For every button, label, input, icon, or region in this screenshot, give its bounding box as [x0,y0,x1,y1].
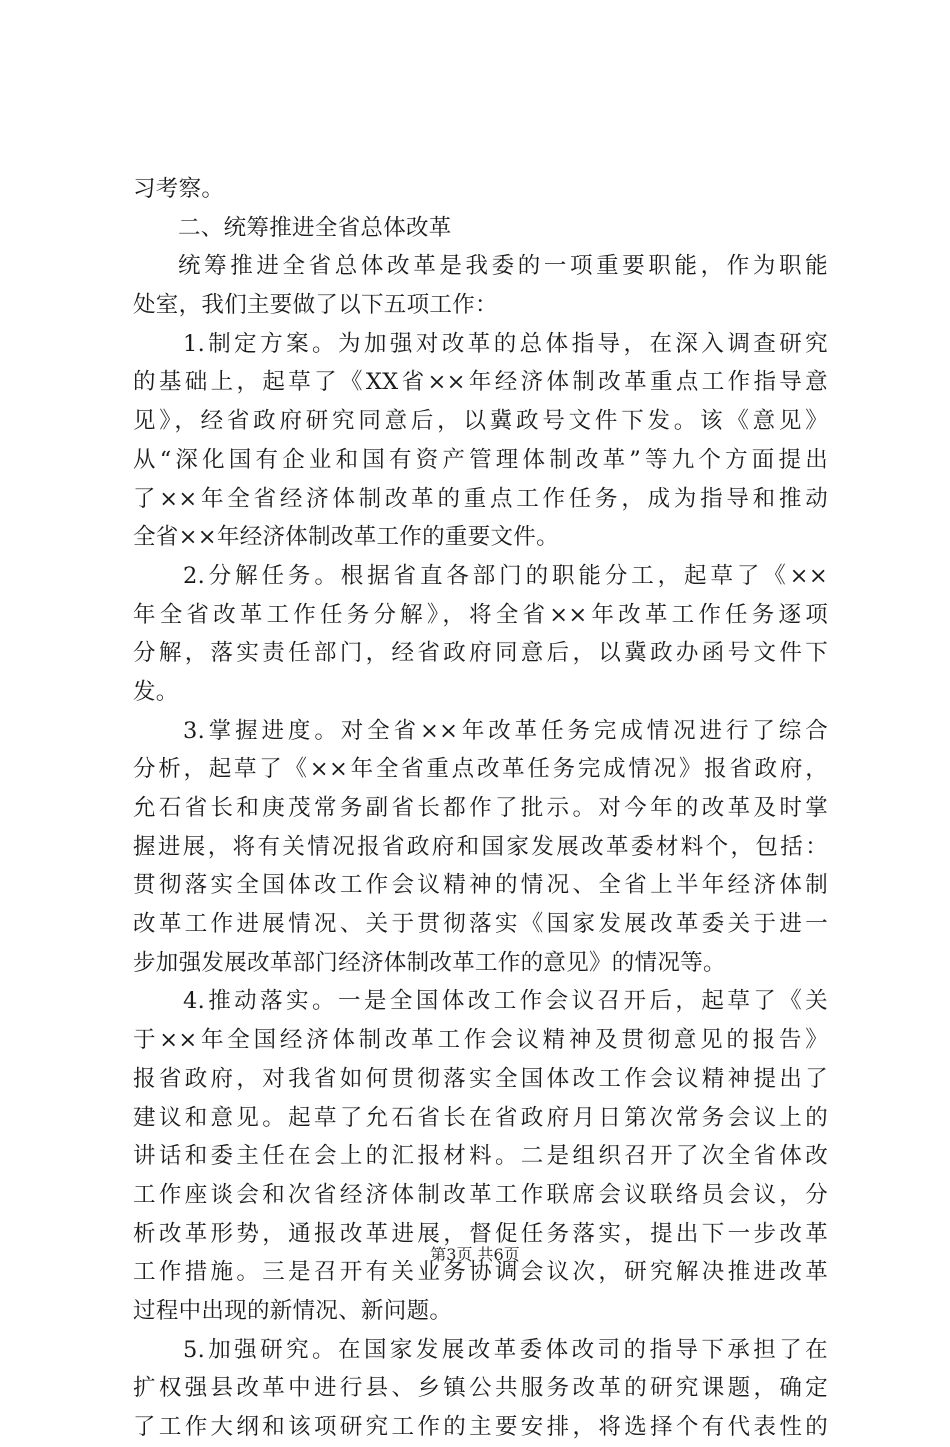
text-line: 2.分解任务。根据省直各部门的职能分工，起草了《×× [183,562,828,589]
text-line: 年全省改革工作任务分解》，将全省××年改革工作任务逐项 [133,601,828,628]
text-line: 全省××年经济体制改革工作的重要文件。 [133,524,559,551]
text-line: 扩权强县改革中进行县、乡镇公共服务改革的研究课题，确定 [133,1375,828,1402]
page-number-label: 第3页 共6页 [430,1245,520,1264]
text-line: 了××年全省经济体制改革的重点工作任务，成为指导和推动 [133,485,828,512]
text-line: 工作措施。三是召开有关业务协调会议次，研究解决推进改革 [133,1259,828,1286]
text-line: 分析，起草了《××年全省重点改革任务完成情况》报省政府， [133,756,828,783]
text-line: 习考察。 [133,176,225,202]
text-line: 5.加强研究。在国家发展改革委体改司的指导下承担了在 [183,1336,828,1363]
text-line: 工作座谈会和次省经济体制改革工作联席会议联络员会议，分 [133,1181,828,1208]
text-line: 处室，我们主要做了以下五项工作： [133,292,498,319]
text-line: 3.掌握进度。对全省××年改革任务完成情况进行了综合 [183,717,828,744]
text-line: 报省政府，对我省如何贯彻落实全国体改工作会议精神提出了 [133,1065,828,1092]
text-line: 讲话和委主任在会上的汇报材料。二是组织召开了次全省体改 [133,1143,828,1170]
text-line: 步加强发展改革部门经济体制改革工作的意见》的情况等。 [133,949,726,976]
text-line: 4.推动落实。一是全国体改工作会议召开后，起草了《关 [183,988,828,1015]
text-line: 允石省长和庚茂常务副省长都作了批示。对今年的改革及时掌 [133,795,828,821]
text-line: 析改革形势，通报改革进展，督促任务落实，提出下一步改革 [133,1220,828,1247]
text-line: 建议和意见。起草了允石省长在省政府月日第次常务会议上的 [133,1104,828,1131]
text-line: 贯彻落实全国体改工作会议精神的情况、全省上半年经济体制 [133,872,828,899]
text-line: 于××年全国经济体制改革工作会议精神及贯彻意见的报告》 [133,1027,828,1054]
text-line: 1.制定方案。为加强对改革的总体指导，在深入调查研究 [183,330,828,357]
text-line: 发。 [133,678,179,705]
text-line: 分解，落实责任部门，经省政府同意后，以冀政办函号文件下 [133,640,828,667]
text-line: 的基础上，起草了《XX省××年经济体制改革重点工作指导意 [133,369,828,396]
page-footer [0,1245,950,1265]
text-line: 握进展，将有关情况报省政府和国家发展改革委材料个，包括： [133,833,828,860]
text-line: 见》，经省政府研究同意后，以冀政号文件下发。该《意见》 [133,408,828,435]
text-line: 改革工作进展情况、关于贯彻落实《国家发展改革委关于进一 [133,911,828,938]
section-heading: 二、统筹推进全省总体改革 [178,214,452,241]
text-line: 统筹推进全省总体改革是我委的一项重要职能，作为职能 [178,253,828,280]
text-line: 了工作大纲和该项研究工作的主要安排，将选择个有代表性的 [133,1414,828,1440]
text-line: 从“深化国有企业和国有资产管理体制改革”等九个方面提出 [133,446,828,473]
text-line: 过程中出现的新情况、新问题。 [133,1297,453,1324]
